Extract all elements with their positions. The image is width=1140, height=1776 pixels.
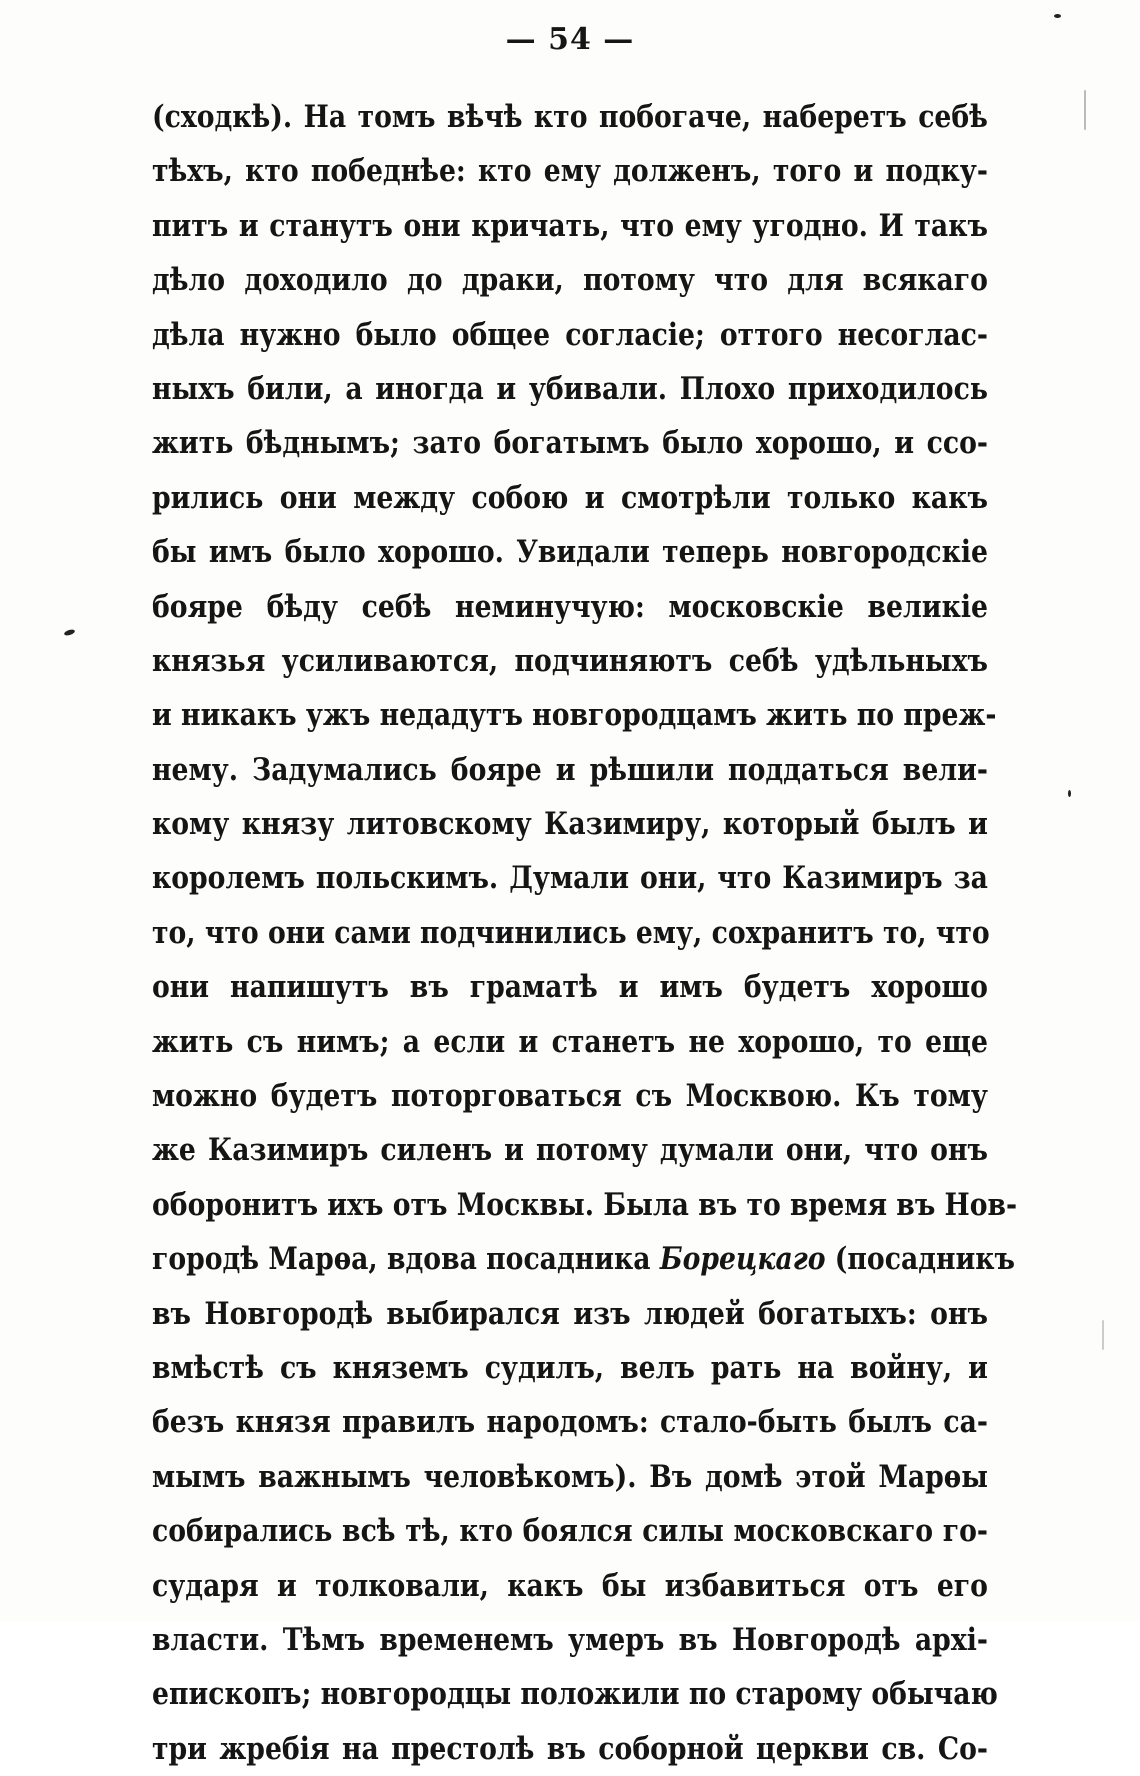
text-line: власти. Тѣмъ временемъ умеръ въ Новгородѣ архі- <box>152 1621 988 1658</box>
text-line: вмѣстѣ съ княземъ судилъ, велъ рать на войну, и <box>152 1349 988 1386</box>
body-text <box>152 90 1018 1776</box>
text-segment: городѣ Марѳа, вдова посадника <box>152 1241 651 1278</box>
text-line: ныхъ били, а иногда и убивали. Плохо приходилось <box>152 370 988 407</box>
ink-speck <box>1054 14 1061 18</box>
text-line: сударя и толковали, какъ бы избавиться отъ его <box>152 1567 988 1604</box>
text-line: тѣхъ, кто победнѣе: кто ему долженъ, того и подку- <box>152 153 988 190</box>
text-line: дѣло доходило до драки, потому что для всякаго <box>152 262 988 299</box>
text-segment: (посадникъ <box>834 1241 1015 1278</box>
text-line: собирались всѣ тѣ, кто боялся силы московскаго го- <box>152 1513 988 1550</box>
text-line: оборонитъ ихъ отъ Москвы. Была въ то время въ Нов- <box>152 1186 1018 1223</box>
text-line: мымъ важнымъ человѣкомъ). Въ домѣ этой Марѳы <box>152 1458 988 1495</box>
text-line: бы имъ было хорошо. Увидали теперь новгородскіе <box>152 534 988 571</box>
text-line: нему. Задумались бояре и рѣшили поддаться вели- <box>152 751 988 788</box>
text-line: то, что они сами подчинились ему, сохранитъ то, что <box>152 914 990 951</box>
text-line: въ Новгородѣ выбирался изъ людей богатыхъ: онъ <box>152 1295 988 1332</box>
ink-speck <box>63 628 75 636</box>
text-line: (сходкѣ). На томъ вѣчѣ кто побогаче, наберетъ себѣ <box>152 99 988 135</box>
text-line: три жребія на престолѣ въ соборной церкви св. Со- <box>152 1730 988 1767</box>
text-line: безъ князя правилъ народомъ: стало-быть былъ са- <box>152 1404 988 1441</box>
text-line: они напишутъ въ граматѣ и имъ будетъ хорошо <box>152 969 988 1006</box>
text-line: же Казимиръ силенъ и потому думали они, что онъ <box>152 1132 988 1169</box>
italic-name: Борецкаго <box>659 1241 826 1278</box>
page-number: — 54 — <box>505 22 635 57</box>
text-line: королемъ польскимъ. Думали они, что Казимиръ за <box>152 860 988 897</box>
text-line: бояре бѣду себѣ неминучую: московскіе великіе <box>152 588 988 625</box>
text-line-mixed <box>152 1232 1015 1286</box>
text-line: рились они между собою и смотрѣли только какъ <box>152 479 988 516</box>
ink-speck <box>1102 1320 1104 1350</box>
text-line: питъ и станутъ они кричать, что ему угодно. И такъ <box>152 207 988 244</box>
ink-speck <box>1068 790 1071 797</box>
text-line: кому князу литовскому Казимиру, который былъ и <box>152 806 988 843</box>
text-line: жить бѣднымъ; зато богатымъ было хорошо, и ссо- <box>152 425 988 462</box>
text-line: и никакъ ужъ недадутъ новгородцамъ жить по преж- <box>152 697 997 734</box>
text-line: дѣла нужно было общее согласіе; оттого несоглас- <box>152 316 988 353</box>
text-line: князья усиливаются, подчиняютъ себѣ удѣльныхъ <box>152 642 988 679</box>
text-line: можно будетъ поторговаться съ Москвою. Къ тому <box>152 1078 988 1115</box>
ink-speck <box>1084 90 1086 130</box>
text-line: жить съ нимъ; а если и станетъ не хорошо, то еще <box>152 1023 988 1060</box>
text-line: епископъ; новгородцы положили по старому обычаю <box>152 1676 998 1713</box>
